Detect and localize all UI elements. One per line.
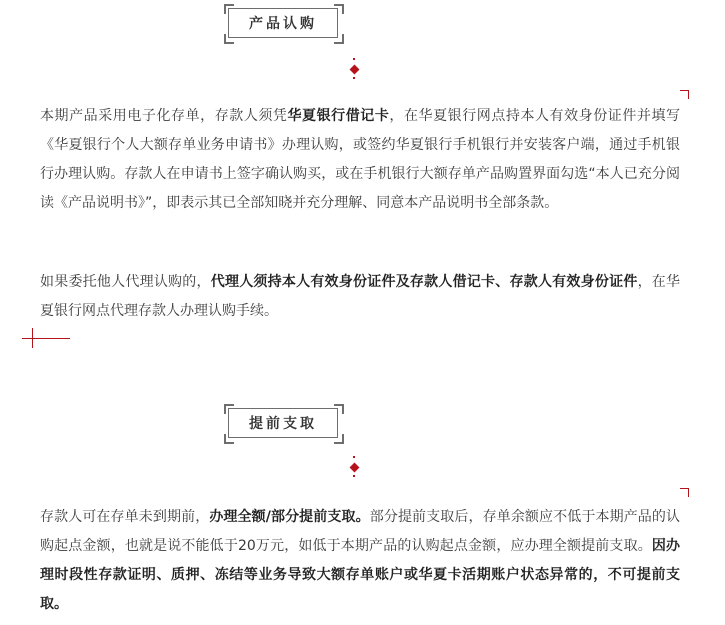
text-run: 如果委托他人代理认购的， — [40, 274, 211, 290]
ornament-dot — [353, 475, 355, 477]
red-cross-mark-vertical — [32, 328, 33, 348]
diamond-icon — [350, 65, 360, 75]
ornament-dot — [353, 456, 355, 458]
section-title-product-subscription: 产品认购 — [228, 8, 338, 38]
bold-text-run: 代理人须持本人有效身份证件及存款人借记卡、存款人有效身份证件 — [210, 274, 638, 290]
text-run: 存款人可在存单未到期前， — [40, 509, 210, 525]
red-cross-mark-horizontal — [22, 338, 70, 339]
diamond-icon — [350, 463, 360, 473]
text-run: ，在华夏银行网点持本人有效身份证件并填写《华夏银行个人大额存单业务申请书》办理认购，或签约华夏银行手机银行并安装客户端，通过手机银行办理认购。存款人在申请书上签字确认购买，或在手机银行大额存单产品购置界面勾选“本人已充分阅读《产品说明书》”，即表示其已全部知晓并充分理解、同意本产品说明书全部条款。 — [40, 108, 681, 211]
red-corner-mark — [680, 90, 689, 99]
bold-text-run: 因办理时段性存款证明、质押、冻结等业务导致大额存单账户或华夏卡活期账户状态异常的，不可提前支取。 — [40, 538, 680, 612]
text-run: 部分提前支取后，存单余额应不低于本期产品的认购起点金额，也就是说不能低于20万元，如低于本期产品的认购起点金额，应办理全额提前支取。 — [40, 509, 681, 554]
ornament-dot — [353, 77, 355, 79]
section-title-early-withdrawal: 提前支取 — [228, 408, 338, 438]
text-run: ，在华夏银行网点代理存款人办理认购手续。 — [40, 274, 681, 319]
text-run: 本期产品采用电子化存单，存款人须凭 — [40, 108, 288, 124]
paragraph-subscription-method — [40, 102, 680, 218]
paragraph-early-withdrawal — [40, 503, 680, 619]
red-corner-mark — [680, 488, 689, 497]
bold-text-run: 华夏银行借记卡 — [287, 108, 390, 124]
ornament-dot — [353, 58, 355, 60]
paragraph-proxy-subscription — [40, 268, 680, 326]
bold-text-run: 办理全额/部分提前支取。 — [209, 509, 370, 525]
